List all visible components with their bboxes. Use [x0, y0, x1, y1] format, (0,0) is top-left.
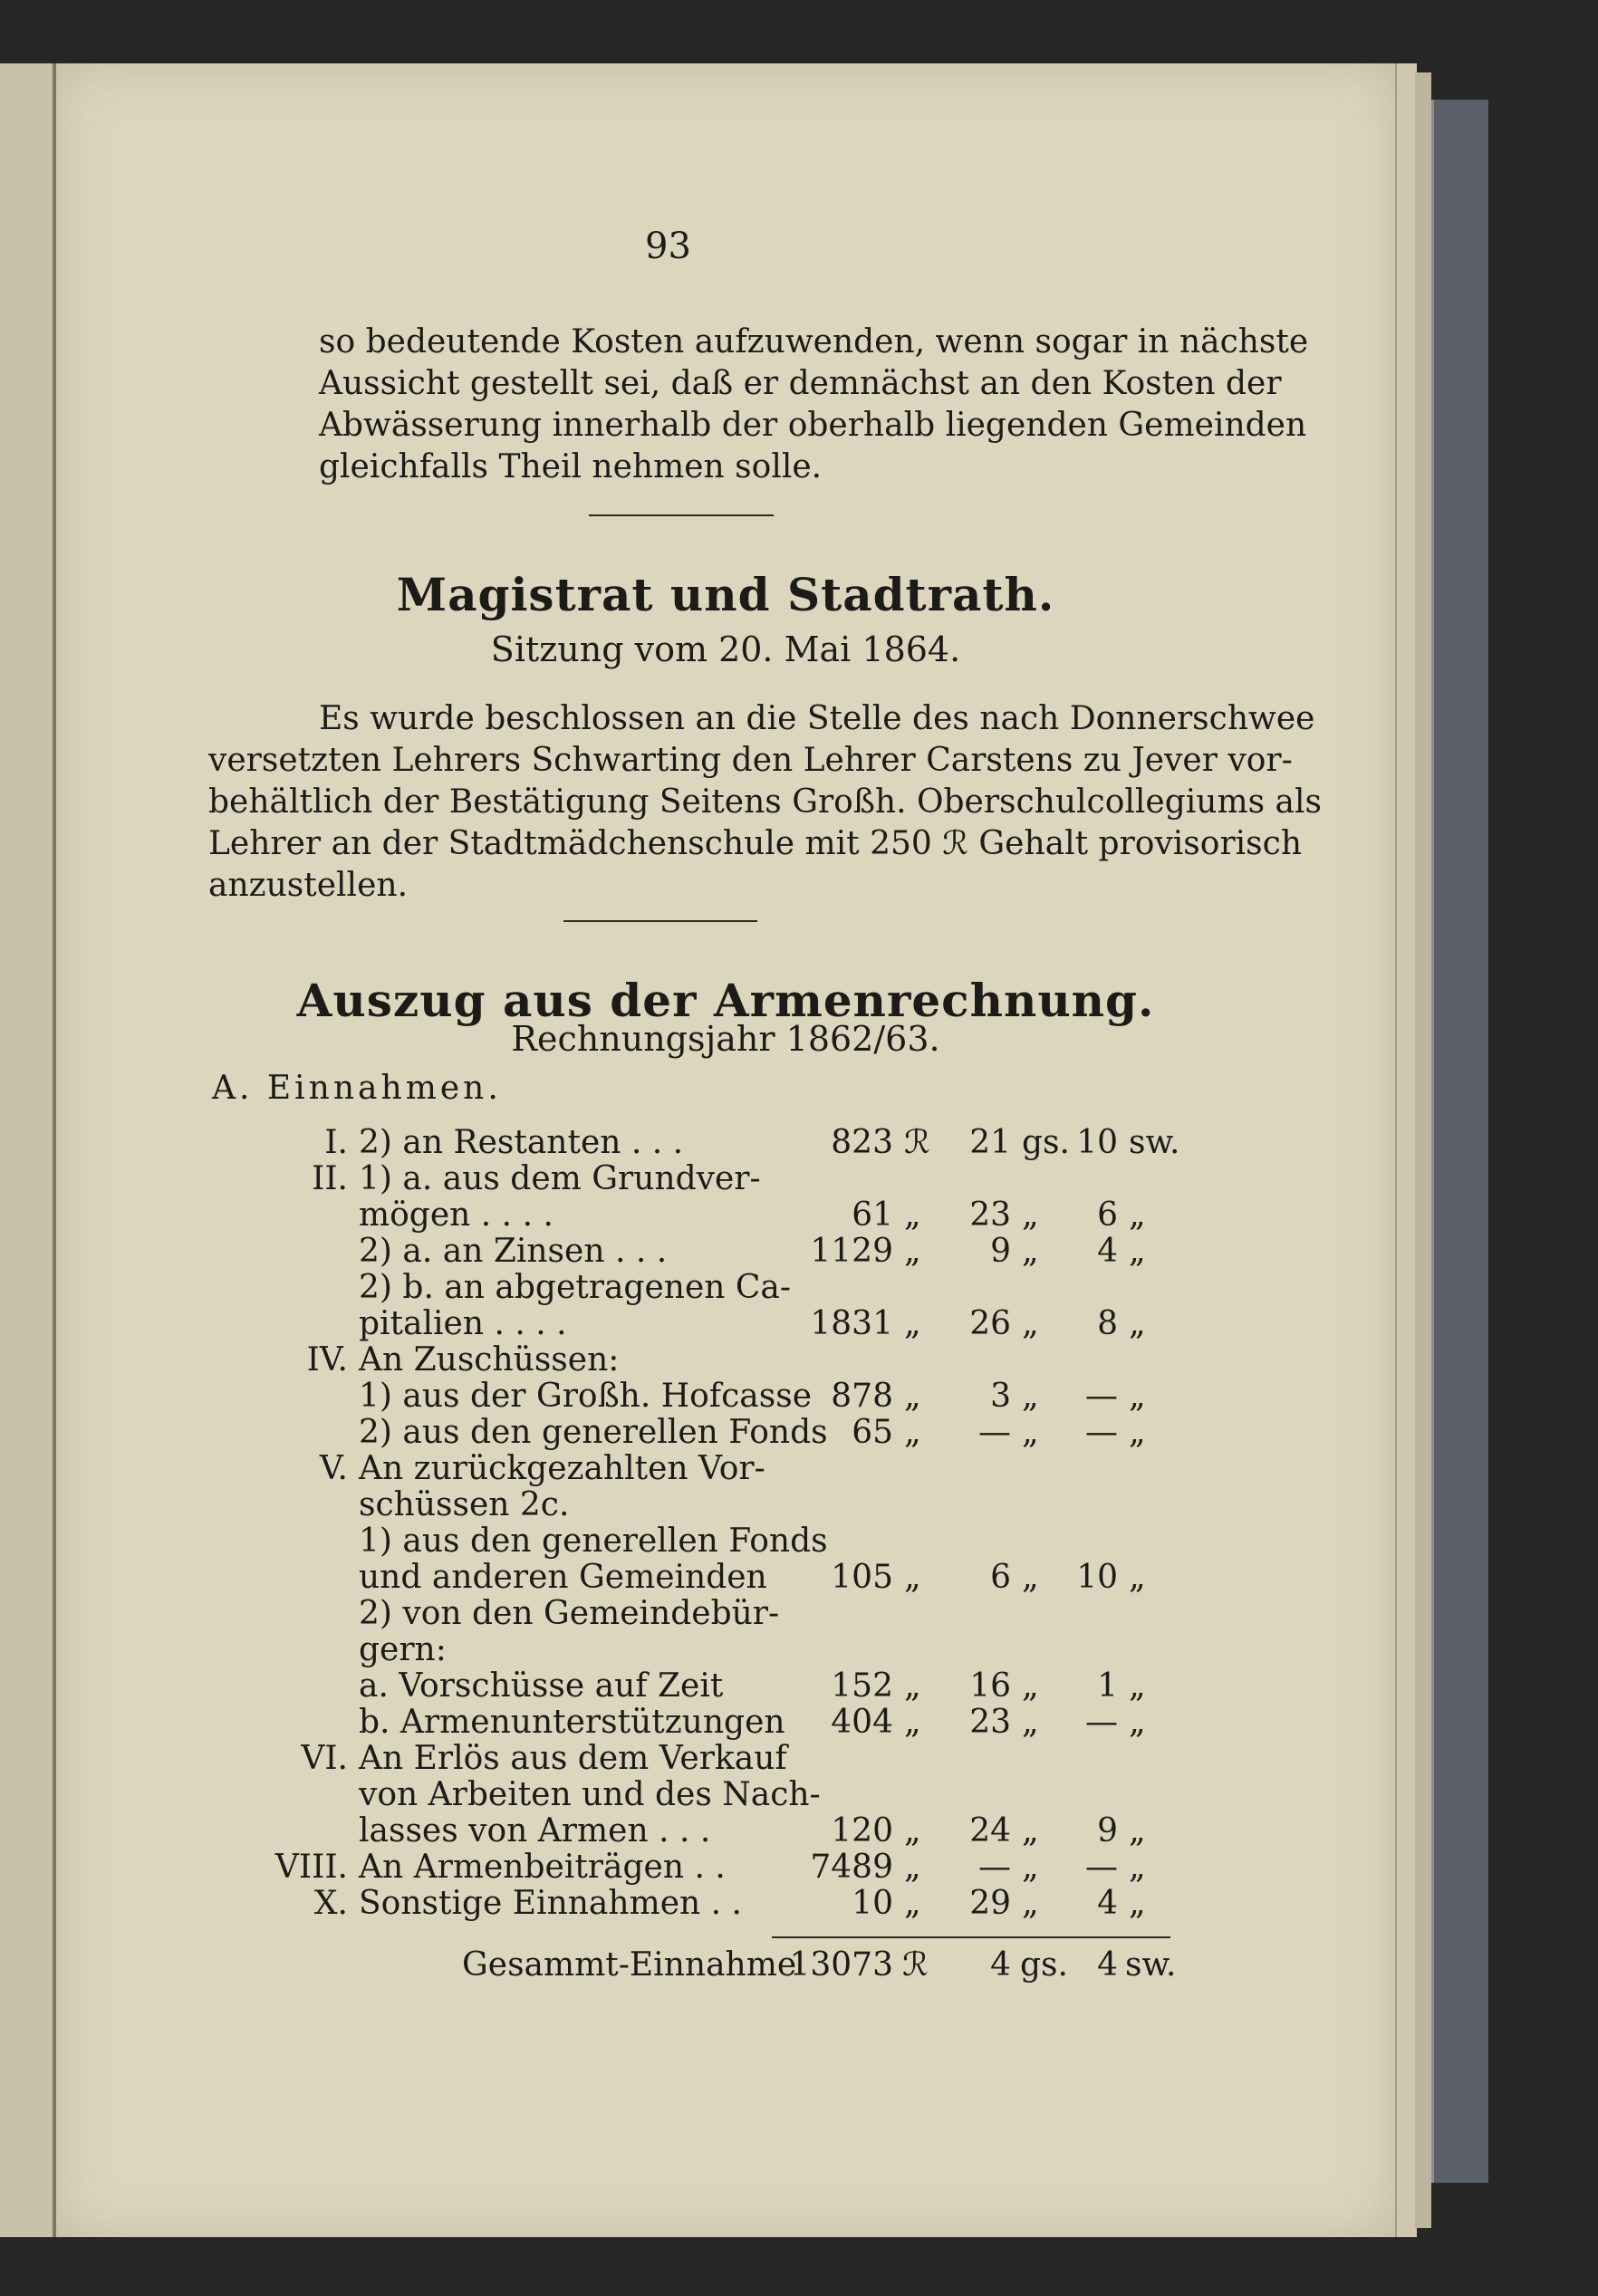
row-number: I. — [324, 1124, 348, 1161]
row-groschen-unit: „ — [1022, 1378, 1039, 1415]
section1-line-1: Es wurde beschlossen an die Stelle des nach Donnerschwee — [319, 700, 1315, 737]
row-thaler: 878 — [831, 1378, 893, 1415]
row-groschen-unit: „ — [1022, 1885, 1039, 1922]
row-groschen-unit: „ — [1022, 1414, 1039, 1451]
row-thaler-unit: „ — [904, 1704, 921, 1741]
row-groschen: 16 — [969, 1667, 1011, 1705]
row-text: 2) a. an Zinsen . . . — [359, 1233, 668, 1270]
row-text: 1) aus der Großh. Hofcasse — [359, 1378, 812, 1415]
row-groschen-unit: „ — [1022, 1849, 1039, 1886]
row-groschen: 24 — [969, 1812, 1011, 1849]
row-thaler-unit: „ — [904, 1559, 921, 1596]
row-schwaren: 10 — [1076, 1559, 1118, 1596]
row-text: pitalien . . . . — [359, 1305, 567, 1342]
row-schwaren: 8 — [1097, 1305, 1118, 1342]
row-schwaren: 6 — [1097, 1196, 1118, 1234]
row-schwaren-unit: „ — [1129, 1812, 1146, 1849]
page-edge — [1395, 63, 1417, 2237]
row-text: 2) aus den generellen Fonds — [359, 1414, 828, 1451]
row-text: 1) a. aus dem Grundver- — [359, 1160, 761, 1197]
row-schwaren-unit: „ — [1129, 1414, 1146, 1451]
row-number: IV. — [306, 1341, 348, 1379]
total-schwaren-unit: sw. — [1125, 1946, 1177, 1984]
divider-1 — [589, 514, 774, 516]
row-schwaren-unit: sw. — [1129, 1124, 1180, 1161]
row-schwaren-unit: „ — [1129, 1196, 1146, 1234]
row-text: von Arbeiten und des Nach- — [359, 1776, 821, 1813]
row-thaler-unit: „ — [904, 1849, 921, 1886]
row-thaler: 120 — [831, 1812, 893, 1849]
row-schwaren: — — [1085, 1378, 1118, 1415]
row-text: Sonstige Einnahmen . . — [359, 1885, 742, 1922]
row-thaler: 823 — [831, 1124, 893, 1161]
row-thaler: 61 — [852, 1196, 893, 1234]
row-schwaren: 1 — [1097, 1667, 1118, 1705]
row-number: VIII. — [274, 1849, 348, 1886]
section1-subheading: Sitzung vom 20. Mai 1864. — [490, 629, 961, 669]
row-text: An Armenbeiträgen . . — [359, 1849, 726, 1886]
row-schwaren-unit: „ — [1129, 1378, 1146, 1415]
row-number: II. — [312, 1160, 348, 1197]
book-page — [56, 63, 1395, 2237]
row-groschen: — — [978, 1849, 1011, 1886]
row-schwaren-unit: „ — [1129, 1885, 1146, 1922]
row-schwaren: — — [1085, 1849, 1118, 1886]
row-thaler-unit: „ — [904, 1305, 921, 1342]
row-groschen: 23 — [969, 1704, 1011, 1741]
row-thaler: 7489 — [810, 1849, 893, 1886]
category-heading: A. Einnahmen. — [212, 1070, 502, 1107]
row-groschen-unit: „ — [1022, 1704, 1039, 1741]
row-schwaren: 9 — [1097, 1812, 1118, 1849]
row-groschen-unit: „ — [1022, 1233, 1039, 1270]
row-text: An Zuschüssen: — [359, 1341, 620, 1379]
row-schwaren: 10 — [1076, 1124, 1118, 1161]
total-groschen-unit: gs. — [1020, 1946, 1068, 1984]
row-groschen: 23 — [969, 1196, 1011, 1234]
row-groschen: 9 — [990, 1233, 1011, 1270]
row-text: 2) von den Gemeindebür- — [359, 1595, 780, 1632]
row-text: mögen . . . . — [359, 1196, 554, 1234]
row-number: X. — [313, 1885, 348, 1922]
row-thaler: 404 — [831, 1704, 893, 1741]
row-groschen-unit: „ — [1022, 1812, 1039, 1849]
row-thaler: 65 — [852, 1414, 893, 1451]
row-groschen: 6 — [990, 1559, 1011, 1596]
section2-heading: Auszug aus der Armenrechnung. — [296, 974, 1155, 1027]
row-text: schüssen 2c. — [359, 1486, 570, 1523]
row-text: An zurückgezahlten Vor- — [359, 1450, 765, 1487]
row-text: lasses von Armen . . . — [359, 1812, 711, 1849]
book-cover — [1431, 100, 1488, 2183]
intro-line-2: Aussicht gestellt sei, daß er demnächst an den Kosten der — [319, 365, 1282, 402]
row-schwaren-unit: „ — [1129, 1305, 1146, 1342]
page-stack — [1415, 72, 1431, 2228]
row-thaler: 152 — [831, 1667, 893, 1705]
row-thaler: 1129 — [810, 1233, 893, 1270]
row-groschen-unit: „ — [1022, 1667, 1039, 1705]
total-thaler: 13073 — [789, 1946, 893, 1984]
divider-2 — [563, 920, 757, 922]
section1-heading: Magistrat und Stadtrath. — [396, 568, 1055, 621]
row-schwaren-unit: „ — [1129, 1559, 1146, 1596]
section1-line-3: behältlich der Bestätigung Seitens Großh. Oberschulcollegiums als — [208, 783, 1322, 821]
total-rule — [772, 1936, 1170, 1938]
row-thaler-unit: „ — [904, 1378, 921, 1415]
row-thaler: 10 — [852, 1885, 893, 1922]
total-label: Gesammt-Einnahme — [462, 1946, 797, 1984]
row-groschen-unit: „ — [1022, 1559, 1039, 1596]
row-schwaren: 4 — [1097, 1885, 1118, 1922]
row-schwaren: 4 — [1097, 1233, 1118, 1270]
row-schwaren-unit: „ — [1129, 1704, 1146, 1741]
row-thaler-unit: „ — [904, 1196, 921, 1234]
row-groschen-unit: „ — [1022, 1305, 1039, 1342]
total-groschen: 4 — [990, 1946, 1011, 1984]
row-schwaren-unit: „ — [1129, 1849, 1146, 1886]
row-schwaren: — — [1085, 1414, 1118, 1451]
row-thaler-unit: „ — [904, 1885, 921, 1922]
row-text: 2) b. an abgetragenen Ca- — [359, 1269, 792, 1306]
row-groschen: 29 — [969, 1885, 1011, 1922]
row-thaler-unit: ℛ — [904, 1124, 930, 1161]
row-thaler: 1831 — [810, 1305, 893, 1342]
row-groschen-unit: „ — [1022, 1196, 1039, 1234]
row-groschen: 26 — [969, 1305, 1011, 1342]
row-thaler-unit: „ — [904, 1414, 921, 1451]
row-thaler-unit: „ — [904, 1812, 921, 1849]
section1-line-2: versetzten Lehrers Schwarting den Lehrer Carstens zu Jever vor- — [208, 742, 1293, 779]
row-text: b. Armenunterstützungen — [359, 1704, 785, 1741]
page-number: 93 — [645, 226, 691, 267]
row-schwaren-unit: „ — [1129, 1667, 1146, 1705]
row-groschen: 21 — [969, 1124, 1011, 1161]
row-text: An Erlös aus dem Verkauf — [359, 1740, 787, 1777]
row-groschen: 3 — [990, 1378, 1011, 1415]
total-schwaren: 4 — [1097, 1946, 1118, 1984]
row-schwaren-unit: „ — [1129, 1233, 1146, 1270]
row-groschen-unit: gs. — [1022, 1124, 1070, 1161]
row-text: 1) aus den generellen Fonds — [359, 1523, 828, 1560]
row-number: VI. — [301, 1740, 348, 1777]
row-thaler: 105 — [831, 1559, 893, 1596]
intro-line-1: so bedeutende Kosten aufzuwenden, wenn sogar in nächste — [319, 323, 1309, 360]
row-number: V. — [319, 1450, 348, 1487]
row-text: und anderen Gemeinden — [359, 1559, 767, 1596]
row-thaler-unit: „ — [904, 1667, 921, 1705]
intro-line-4: gleichfalls Theil nehmen solle. — [319, 448, 823, 485]
total-thaler-unit: ℛ — [902, 1946, 929, 1984]
row-schwaren: — — [1085, 1704, 1118, 1741]
row-thaler-unit: „ — [904, 1233, 921, 1270]
row-groschen: — — [978, 1414, 1011, 1451]
facing-page-edge — [0, 63, 56, 2237]
intro-line-3: Abwässerung innerhalb der oberhalb liegenden Gemeinden — [319, 407, 1307, 444]
section2-subheading: Rechnungsjahr 1862/63. — [511, 1019, 940, 1059]
row-text: 2) an Restanten . . . — [359, 1124, 684, 1161]
section1-line-4: Lehrer an der Stadtmädchenschule mit 250 ℛ Gehalt provisorisch — [208, 825, 1303, 862]
row-text: a. Vorschüsse auf Zeit — [359, 1667, 724, 1705]
section1-line-5: anzustellen. — [208, 867, 409, 904]
row-text: gern: — [359, 1631, 447, 1668]
